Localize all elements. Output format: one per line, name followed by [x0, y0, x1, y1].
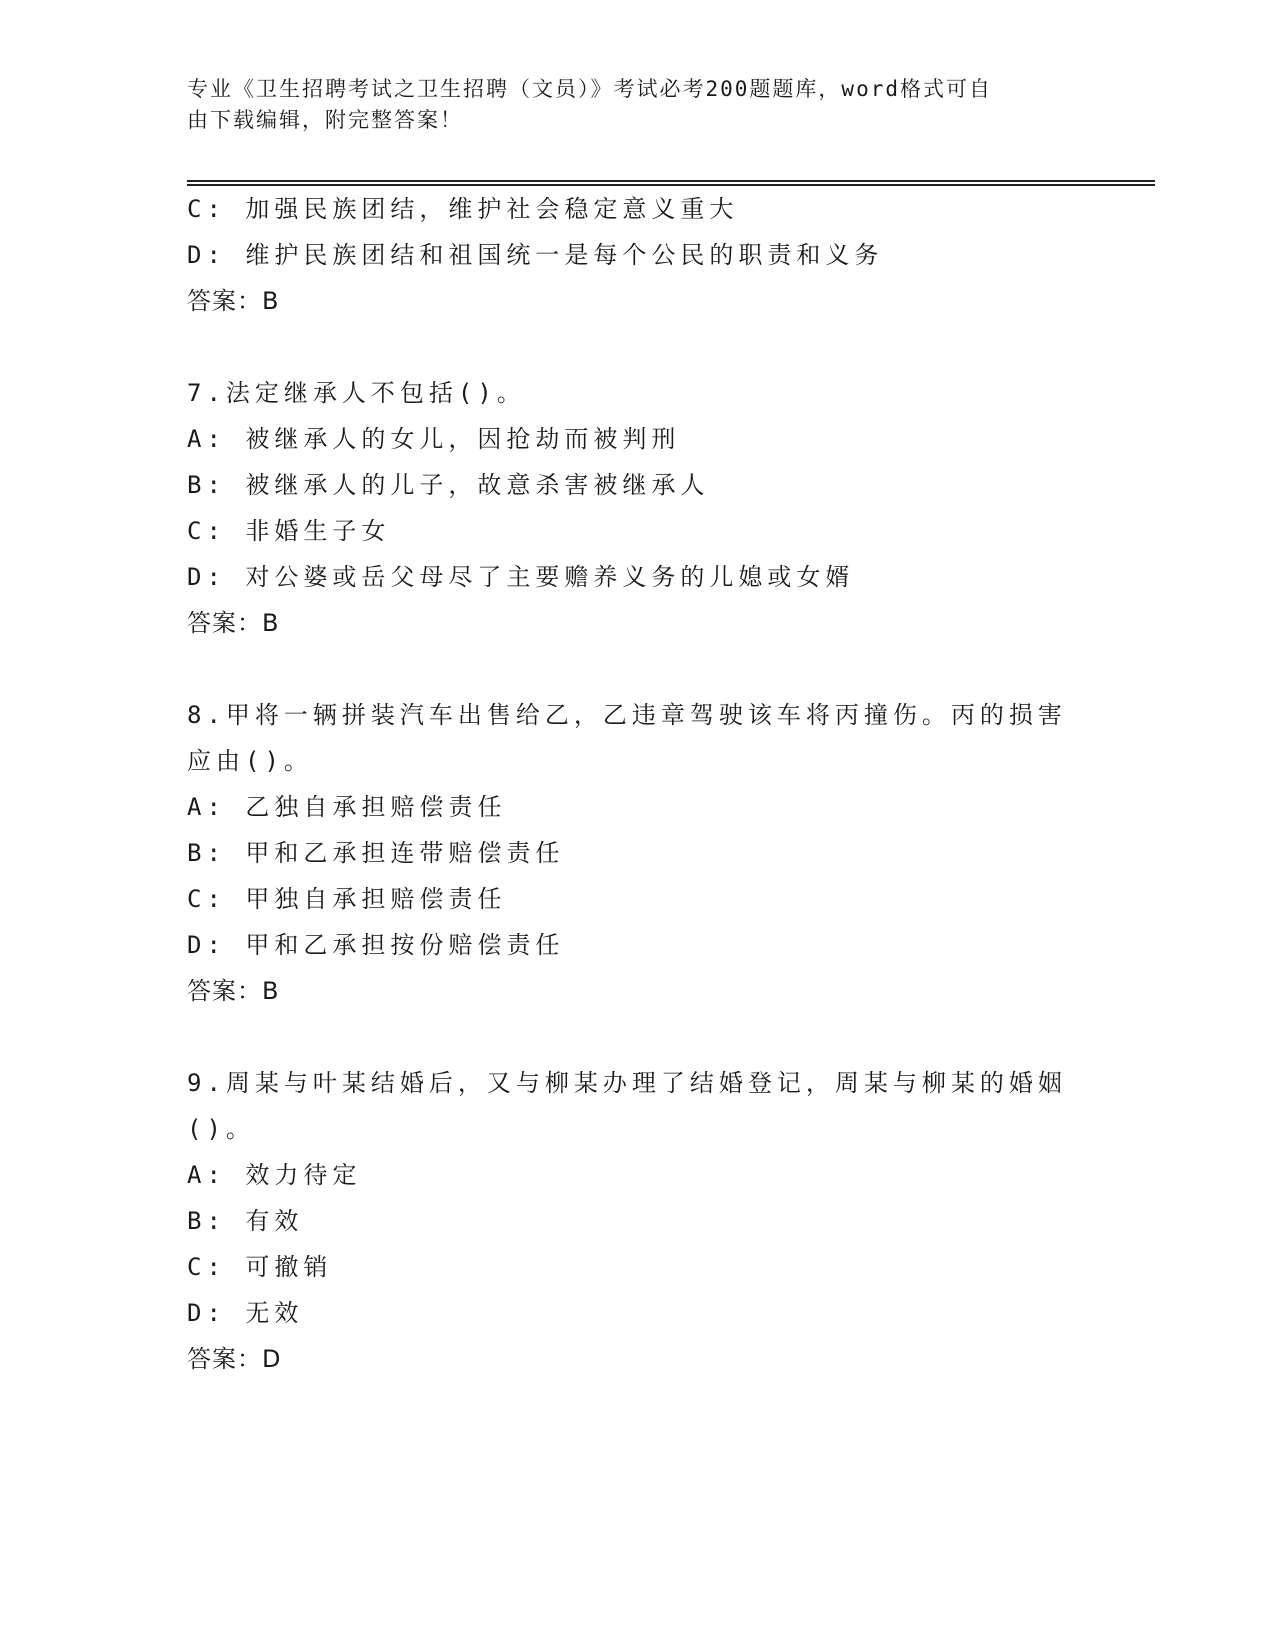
question-stem: 7.法定继承人不包括()。	[187, 379, 526, 407]
spacer	[187, 1014, 1087, 1060]
option-c: C: 可撤销	[187, 1253, 333, 1281]
question-stem-line-1: 9.周某与叶某结婚后，又与柳某办理了结婚登记，周某与柳某的婚姻	[187, 1069, 1067, 1097]
option-c: C: 甲独自承担赔偿责任	[187, 885, 507, 913]
option-a: A: 乙独自承担赔偿责任	[187, 793, 507, 821]
header-line-1: 专业《卫生招聘考试之卫生招聘（文员）》考试必考200题题库，word格式可自	[187, 77, 992, 101]
option-b: B: 有效	[187, 1207, 304, 1235]
option-d: D: 对公婆或岳父母尽了主要赡养义务的儿媳或女婿	[187, 563, 855, 591]
option-d: D: 维护民族团结和祖国统一是每个公民的职责和义务	[187, 241, 884, 269]
option-b: B: 被继承人的儿子，故意杀害被继承人	[187, 471, 710, 499]
option-b: B: 甲和乙承担连带赔偿责任	[187, 839, 565, 867]
continued-question	[187, 186, 1087, 324]
option-a: A: 被继承人的女儿，因抢劫而被判刑	[187, 425, 681, 453]
option-d: D: 甲和乙承担按份赔偿责任	[187, 931, 565, 959]
answer-line: 答案：B	[187, 977, 280, 1005]
question-stem-line-2: ()。	[187, 1115, 255, 1143]
answer-line: 答案：D	[187, 1345, 282, 1373]
question-9	[187, 1060, 1087, 1382]
question-8	[187, 692, 1087, 1014]
header-divider-top	[187, 180, 1155, 182]
spacer	[187, 324, 1087, 370]
spacer	[187, 646, 1087, 692]
answer-line: 答案：B	[187, 609, 280, 637]
option-d: D: 无效	[187, 1299, 304, 1327]
question-stem-line-2: 应由()。	[187, 747, 313, 775]
document-header	[187, 74, 1087, 136]
option-a: A: 效力待定	[187, 1161, 362, 1189]
question-stem-line-1: 8.甲将一辆拼装汽车出售给乙，乙违章驾驶该车将丙撞伤。丙的损害	[187, 701, 1067, 729]
question-7	[187, 370, 1087, 646]
question-list	[187, 186, 1087, 1382]
option-c: C: 非婚生子女	[187, 517, 391, 545]
option-c: C: 加强民族团结，维护社会稳定意义重大	[187, 195, 739, 223]
header-line-2: 由下载编辑，附完整答案！	[187, 108, 463, 132]
answer-line: 答案：B	[187, 287, 280, 315]
